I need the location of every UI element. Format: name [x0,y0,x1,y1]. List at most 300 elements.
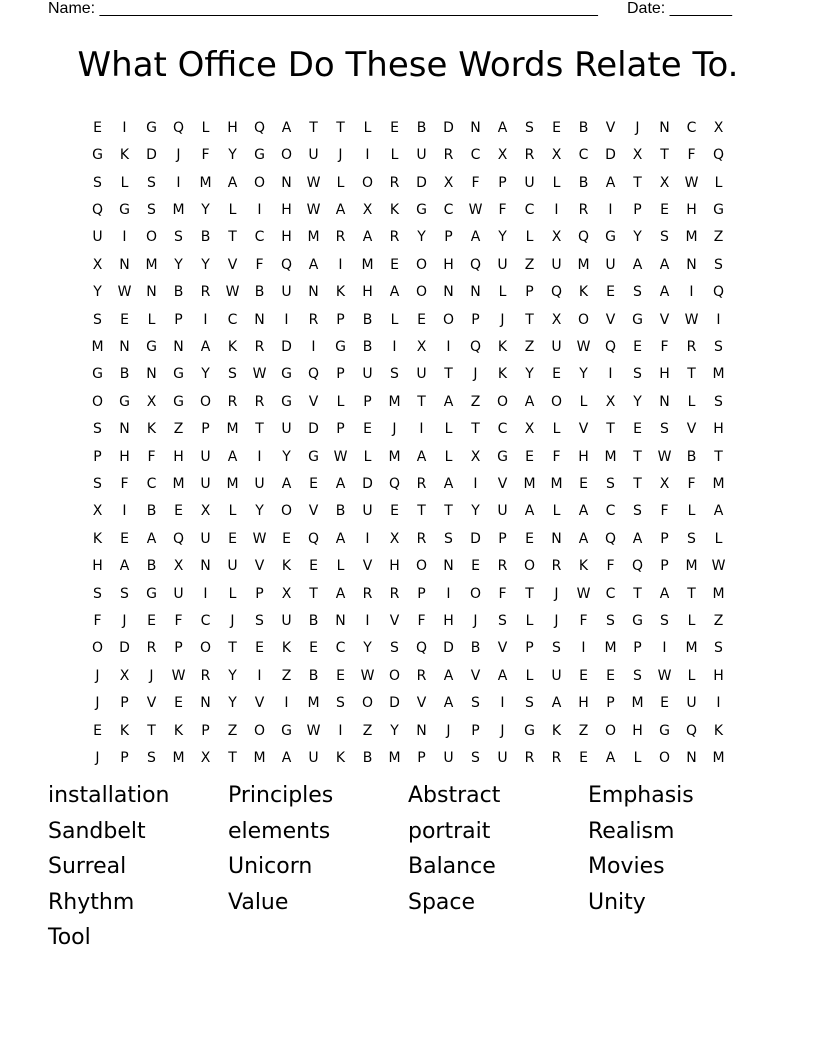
grid-letter: G [308,448,319,465]
grid-row [84,717,732,744]
word-list-item: Movies [588,854,665,880]
grid-letter: S [93,311,102,328]
grid-letter: Z [227,722,238,739]
grid-letter: R [416,530,427,547]
grid-letter: A [146,530,157,547]
grid-letter: U [200,530,211,547]
grid-letter: U [443,750,454,767]
grid-letter: A [227,448,238,465]
grid-letter: L [444,421,453,438]
grid-letter: A [659,585,670,602]
grid-letter: R [227,393,238,410]
grid-letter: I [581,640,586,657]
grid-letter: M [361,256,374,273]
grid-letter: W [333,448,348,465]
grid-letter: N [443,284,454,301]
grid-letter: N [335,613,346,630]
grid-letter: N [551,530,562,547]
grid-letter: G [146,338,157,355]
grid-letter: T [417,393,426,410]
grid-letter: A [470,229,481,246]
grid-letter: M [91,338,104,355]
grid-letter: B [254,284,265,301]
grid-letter: P [336,421,345,438]
grid-letter: W [657,667,672,684]
word-list-item: Unity [588,889,646,915]
grid-letter: O [523,558,536,575]
grid-letter: C [605,585,616,602]
grid-letter: L [633,750,642,767]
grid-letter: Q [577,229,590,246]
grid-letter: O [91,640,104,657]
grid-letter: O [361,695,374,712]
grid-letter: G [632,311,643,328]
grid-letter: Y [228,695,237,712]
grid-letter: U [308,147,319,164]
page-title: What Office Do These Words Relate To. [77,45,739,85]
grid-letter: A [281,750,292,767]
grid-letter: U [200,448,211,465]
grid-letter: I [257,448,262,465]
grid-row [84,114,732,141]
grid-letter: Q [469,256,482,273]
grid-letter: N [659,119,670,136]
grid-letter: O [442,311,455,328]
grid-letter: O [496,393,509,410]
grid-row [84,415,732,442]
grid-letter: V [227,256,238,273]
grid-letter: C [524,201,535,218]
grid-letter: T [525,311,534,328]
grid-row [84,607,732,634]
grid-letter: E [525,448,534,465]
grid-letter: L [687,503,696,520]
grid-letter: N [470,284,481,301]
grid-letter: H [119,448,130,465]
grid-letter: H [659,366,670,383]
grid-letter: R [524,147,535,164]
grid-letter: E [147,613,156,630]
grid-letter: S [633,667,642,684]
grid-letter: T [444,503,453,520]
grid-letter: I [203,585,208,602]
grid-letter: P [201,421,210,438]
grid-letter: K [146,421,157,438]
grid-letter: A [335,585,346,602]
grid-letter: X [551,229,562,246]
grid-letter: B [146,558,157,575]
grid-letter: X [497,147,508,164]
grid-letter: A [335,530,346,547]
grid-letter: M [577,256,590,273]
grid-row [84,580,732,607]
grid-letter: U [308,750,319,767]
grid-letter: E [120,311,129,328]
grid-letter: Y [201,366,210,383]
grid-letter: A [713,503,724,520]
grid-letter: V [497,475,508,492]
grid-letter: X [551,311,562,328]
grid-letter: A [605,750,616,767]
grid-letter: R [389,229,400,246]
word-list [48,780,768,958]
grid-letter: A [551,695,562,712]
grid-letter: L [498,284,507,301]
grid-letter: H [578,695,589,712]
grid-letter: U [92,229,103,246]
grid-letter: S [660,613,669,630]
grid-letter: Y [390,722,399,739]
grid-letter: L [228,585,237,602]
grid-letter: S [714,256,723,273]
grid-letter: S [525,695,534,712]
grid-letter: T [147,722,156,739]
grid-letter: J [635,119,640,136]
grid-letter: G [497,448,508,465]
grid-letter: L [120,174,129,191]
grid-letter: L [201,119,210,136]
grid-letter: U [416,366,427,383]
grid-letter: U [281,613,292,630]
grid-letter: C [605,503,616,520]
grid-letter: A [497,119,508,136]
grid-letter: A [524,393,535,410]
grid-letter: F [579,613,588,630]
grid-letter: O [604,722,617,739]
grid-letter: S [606,613,615,630]
grid-letter: R [254,338,265,355]
grid-letter: E [309,475,318,492]
grid-letter: G [335,338,346,355]
grid-letter: K [578,558,589,575]
grid-letter: V [605,311,616,328]
grid-letter: L [687,667,696,684]
grid-letter: K [389,201,400,218]
grid-letter: W [684,311,699,328]
grid-letter: A [308,256,319,273]
grid-letter: Q [604,530,617,547]
grid-letter: W [171,667,186,684]
grid-row [84,470,732,497]
grid-letter: Y [228,147,237,164]
grid-letter: I [284,311,289,328]
grid-letter: S [633,503,642,520]
grid-letter: K [119,147,130,164]
grid-letter: U [551,256,562,273]
grid-letter: M [604,448,617,465]
grid-letter: I [716,695,721,712]
grid-letter: K [713,722,724,739]
grid-letter: M [199,174,212,191]
grid-letter: S [714,338,723,355]
grid-letter: D [605,147,616,164]
grid-letter: E [471,558,480,575]
grid-letter: T [606,421,615,438]
grid-letter: A [335,475,346,492]
grid-letter: D [389,695,400,712]
grid-letter: E [660,695,669,712]
grid-letter: Z [470,393,481,410]
grid-letter: J [95,695,100,712]
grid-letter: P [336,366,345,383]
grid-letter: L [552,174,561,191]
grid-letter: X [200,503,211,520]
grid-letter: I [203,311,208,328]
grid-letter: K [227,338,238,355]
grid-letter: M [685,558,698,575]
grid-letter: H [281,201,292,218]
grid-letter: O [91,393,104,410]
grid-letter: N [281,174,292,191]
grid-letter: Y [93,284,102,301]
grid-letter: R [389,585,400,602]
grid-letter: C [578,147,589,164]
grid-letter: L [147,311,156,328]
grid-letter: H [686,201,697,218]
grid-letter: N [146,366,157,383]
grid-letter: H [713,421,724,438]
grid-letter: I [122,503,127,520]
grid-letter: T [633,448,642,465]
grid-letter: O [253,722,266,739]
grid-letter: J [338,147,343,164]
grid-letter: A [443,695,454,712]
grid-letter: O [199,393,212,410]
grid-letter: F [660,503,669,520]
grid-letter: U [551,338,562,355]
grid-letter: U [605,256,616,273]
grid-letter: P [336,311,345,328]
grid-letter: I [311,338,316,355]
grid-letter: I [689,284,694,301]
grid-letter: H [173,448,184,465]
grid-letter: A [443,393,454,410]
grid-letter: G [659,722,670,739]
grid-letter: X [362,201,373,218]
grid-letter: N [686,750,697,767]
grid-letter: E [633,338,642,355]
word-list-item: Realism [588,818,675,844]
grid-letter: V [497,640,508,657]
grid-letter: S [471,750,480,767]
grid-letter: S [255,613,264,630]
grid-letter: S [228,366,237,383]
grid-letter: O [415,558,428,575]
grid-letter: L [363,448,372,465]
grid-letter: E [390,503,399,520]
grid-letter: S [687,530,696,547]
word-list-item: Abstract [408,783,501,808]
word-list-item: Space [408,889,476,915]
grid-letter: S [714,393,723,410]
grid-letter: K [281,558,292,575]
grid-letter: M [685,229,698,246]
grid-letter: Y [498,229,507,246]
grid-letter: P [660,558,669,575]
grid-letter: R [200,667,211,684]
grid-letter: U [497,256,508,273]
grid-letter: J [473,613,478,630]
grid-letter: V [308,503,319,520]
grid-letter: G [524,722,535,739]
grid-letter: W [252,530,267,547]
grid-row [84,744,732,771]
grid-letter: Q [172,119,185,136]
grid-letter: B [362,338,373,355]
grid-letter: J [554,585,559,602]
grid-letter: R [389,174,400,191]
grid-letter: K [551,722,562,739]
grid-letter: B [578,119,589,136]
grid-letter: X [173,558,184,575]
grid-letter: A [281,119,292,136]
word-list-item: Principles [228,783,334,808]
grid-letter: A [335,201,346,218]
grid-letter: A [443,667,454,684]
grid-letter: T [336,119,345,136]
grid-letter: R [362,585,373,602]
grid-letter: S [498,613,507,630]
grid-letter: H [389,558,400,575]
grid-letter: T [228,229,237,246]
grid-letter: M [712,366,725,383]
grid-letter: Y [633,393,642,410]
grid-letter: I [257,201,262,218]
grid-letter: V [146,695,157,712]
grid-letter: X [389,530,400,547]
grid-letter: Y [633,229,642,246]
grid-letter: Z [713,229,724,246]
grid-letter: K [497,366,508,383]
grid-letter: P [633,201,642,218]
grid-letter: R [416,667,427,684]
grid-letter: A [605,174,616,191]
grid-row [84,662,732,689]
grid-letter: E [390,256,399,273]
grid-letter: D [146,147,157,164]
grid-letter: O [361,174,374,191]
grid-letter: U [200,475,211,492]
grid-letter: G [254,147,265,164]
grid-letter: F [498,585,507,602]
grid-letter: U [281,284,292,301]
date-field-label: Date: _______ [627,0,732,17]
grid-letter: L [525,613,534,630]
grid-letter: E [660,201,669,218]
grid-letter: M [226,475,239,492]
grid-letter: P [417,585,426,602]
grid-letter: O [388,667,401,684]
grid-letter: P [525,284,534,301]
grid-letter: E [174,695,183,712]
grid-letter: W [711,558,726,575]
grid-letter: U [254,475,265,492]
grid-letter: T [633,174,642,191]
grid-letter: Y [201,201,210,218]
grid-letter: M [685,640,698,657]
grid-letter: V [659,311,670,328]
grid-row [84,553,732,580]
grid-letter: I [122,119,127,136]
grid-letter: I [473,475,478,492]
grid-letter: A [389,284,400,301]
grid-letter: J [392,421,397,438]
grid-letter: S [147,174,156,191]
grid-letter: U [416,147,427,164]
grid-letter: N [200,558,211,575]
grid-letter: I [419,421,424,438]
grid-letter: T [660,147,669,164]
grid-letter: N [470,119,481,136]
grid-letter: M [307,229,320,246]
grid-letter: B [146,503,157,520]
grid-letter: V [686,421,697,438]
grid-letter: O [415,284,428,301]
grid-letter: L [228,201,237,218]
grid-letter: W [225,284,240,301]
grid-letter: F [120,475,129,492]
grid-letter: P [444,229,453,246]
grid-letter: Y [174,256,183,273]
grid-letter: E [579,475,588,492]
grid-letter: S [390,366,399,383]
grid-letter: Z [173,421,184,438]
grid-letter: E [255,640,264,657]
grid-letter: U [497,750,508,767]
grid-letter: N [308,284,319,301]
grid-letter: M [388,393,401,410]
grid-letter: M [226,421,239,438]
word-list-item: Tool [48,925,91,951]
letter-grid [84,114,732,772]
grid-letter: E [282,530,291,547]
grid-letter: H [443,613,454,630]
grid-letter: J [473,366,478,383]
grid-letter: X [92,256,103,273]
grid-letter: H [92,558,103,575]
grid-letter: J [500,722,505,739]
grid-letter: Y [579,366,588,383]
grid-letter: Q [172,530,185,547]
grid-letter: E [309,640,318,657]
grid-letter: Z [524,256,535,273]
grid-letter: C [497,421,508,438]
grid-letter: M [631,695,644,712]
grid-letter: R [416,475,427,492]
grid-letter: F [201,147,210,164]
grid-letter: O [469,585,482,602]
grid-letter: T [309,119,318,136]
grid-letter: S [552,640,561,657]
grid-letter: O [199,640,212,657]
grid-letter: Y [471,503,480,520]
grid-letter: Q [91,201,104,218]
grid-letter: U [173,585,184,602]
grid-letter: B [362,750,373,767]
grid-letter: A [362,229,373,246]
grid-letter: Q [550,284,563,301]
grid-letter: R [308,311,319,328]
grid-row [84,333,732,360]
grid-letter: X [524,421,535,438]
grid-letter: D [281,338,292,355]
grid-letter: C [200,613,211,630]
grid-letter: Q [469,338,482,355]
grid-letter: Z [713,613,724,630]
grid-letter: W [117,284,132,301]
grid-letter: N [443,558,454,575]
grid-letter: U [686,695,697,712]
